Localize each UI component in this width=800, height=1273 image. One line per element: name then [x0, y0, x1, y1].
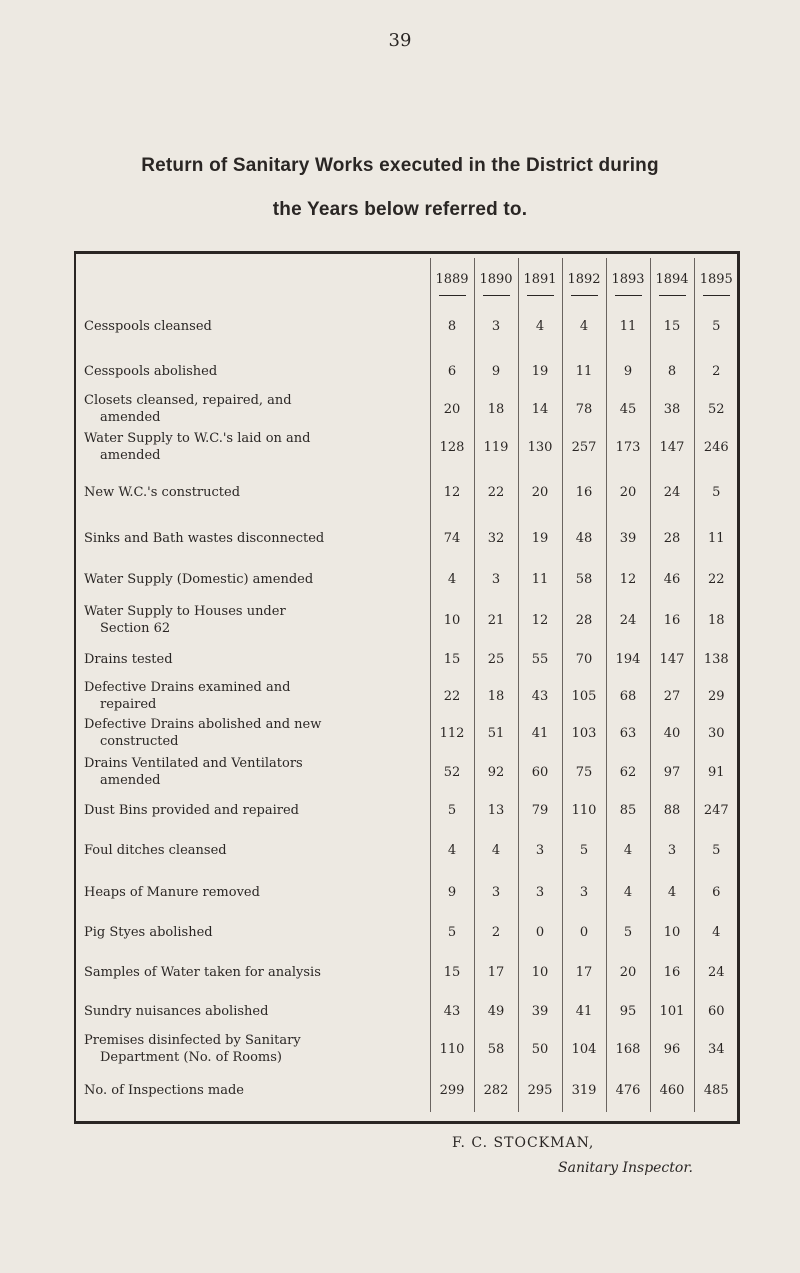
- cell-value: 5: [606, 912, 650, 952]
- row-label-line: Defective Drains abolished and new: [84, 717, 322, 732]
- row-label-line: Premises disinfected by Sanitary: [84, 1033, 301, 1048]
- year-header: 1890: [474, 258, 518, 300]
- cell-value: 8: [650, 352, 694, 390]
- label-header: [84, 258, 430, 300]
- cell-value: 45: [606, 390, 650, 428]
- cell-value: 24: [606, 600, 650, 640]
- cell-value: 282: [474, 1068, 518, 1112]
- cell-value: 39: [606, 518, 650, 558]
- table-row: [84, 466, 738, 518]
- row-label: [84, 952, 430, 992]
- year-header: 1889: [430, 258, 474, 300]
- cell-value: 460: [650, 1068, 694, 1112]
- table-body: [84, 300, 738, 1112]
- cell-value: 5: [694, 828, 738, 872]
- cell-value: 5: [430, 792, 474, 828]
- cell-value: 40: [650, 714, 694, 752]
- cell-value: 43: [430, 992, 474, 1030]
- cell-value: 49: [474, 992, 518, 1030]
- cell-value: 15: [430, 640, 474, 678]
- cell-value: 15: [650, 300, 694, 352]
- cell-value: 38: [650, 390, 694, 428]
- row-label: [84, 640, 430, 678]
- cell-value: 9: [474, 352, 518, 390]
- row-label-line: Samples of Water taken for analysis: [84, 964, 321, 980]
- row-label: [84, 428, 430, 466]
- cell-value: 173: [606, 428, 650, 466]
- signature-title: Sanitary Inspector.: [558, 1160, 693, 1176]
- cell-value: 138: [694, 640, 738, 678]
- cell-value: 3: [474, 872, 518, 912]
- cell-value: 17: [474, 952, 518, 992]
- row-label-line: Closets cleansed, repaired, and: [84, 393, 292, 408]
- cell-value: 17: [562, 952, 606, 992]
- year-header: 1893: [606, 258, 650, 300]
- cell-value: 25: [474, 640, 518, 678]
- row-label-line: amended: [100, 410, 161, 425]
- cell-value: 2: [694, 352, 738, 390]
- row-label: [84, 992, 430, 1030]
- row-label: [84, 1030, 430, 1068]
- table-row: [84, 1030, 738, 1068]
- page-title-line-2: the Years below referred to.: [272, 199, 528, 220]
- cell-value: 6: [694, 872, 738, 912]
- cell-value: 18: [694, 600, 738, 640]
- cell-value: 20: [606, 466, 650, 518]
- cell-value: 104: [562, 1030, 606, 1068]
- row-label-line: Sinks and Bath wastes disconnected: [84, 530, 325, 546]
- cell-value: 257: [562, 428, 606, 466]
- cell-value: 4: [430, 558, 474, 600]
- cell-value: 24: [650, 466, 694, 518]
- cell-value: 10: [650, 912, 694, 952]
- cell-value: 85: [606, 792, 650, 828]
- table-row: [84, 714, 738, 752]
- row-label-line: Department (No. of Rooms): [100, 1050, 282, 1065]
- cell-value: 16: [650, 600, 694, 640]
- cell-value: 485: [694, 1068, 738, 1112]
- cell-value: 11: [518, 558, 562, 600]
- row-label-line: Drains tested: [84, 651, 173, 667]
- row-label: [84, 466, 430, 518]
- cell-value: 91: [694, 752, 738, 792]
- table-row: [84, 390, 738, 428]
- cell-value: 70: [562, 640, 606, 678]
- cell-value: 247: [694, 792, 738, 828]
- table-row: [84, 558, 738, 600]
- row-label: [84, 752, 430, 792]
- cell-value: 88: [650, 792, 694, 828]
- cell-value: 11: [694, 518, 738, 558]
- row-label: [84, 792, 430, 828]
- cell-value: 20: [518, 466, 562, 518]
- cell-value: 95: [606, 992, 650, 1030]
- row-label-line: Heaps of Manure removed: [84, 884, 260, 900]
- table-row: [84, 792, 738, 828]
- cell-value: 60: [694, 992, 738, 1030]
- page-title-line-1: Return of Sanitary Works executed in the District during: [141, 155, 659, 176]
- row-label-line: No. of Inspections made: [84, 1082, 244, 1098]
- cell-value: 27: [650, 678, 694, 714]
- cell-value: 8: [430, 300, 474, 352]
- row-label-line: Cesspools abolished: [84, 363, 218, 379]
- cell-value: 5: [694, 466, 738, 518]
- cell-value: 28: [562, 600, 606, 640]
- cell-value: 246: [694, 428, 738, 466]
- cell-value: 18: [474, 678, 518, 714]
- cell-value: 21: [474, 600, 518, 640]
- year-header: 1895: [694, 258, 738, 300]
- cell-value: 3: [474, 558, 518, 600]
- cell-value: 74: [430, 518, 474, 558]
- cell-value: 41: [518, 714, 562, 752]
- row-label-line: New W.C.'s constructed: [84, 484, 241, 500]
- table-row: [84, 872, 738, 912]
- cell-value: 4: [650, 872, 694, 912]
- cell-value: 299: [430, 1068, 474, 1112]
- cell-value: 10: [430, 600, 474, 640]
- cell-value: 78: [562, 390, 606, 428]
- cell-value: 79: [518, 792, 562, 828]
- cell-value: 29: [694, 678, 738, 714]
- row-label: [84, 352, 430, 390]
- table-row: [84, 952, 738, 992]
- table-row: [84, 752, 738, 792]
- cell-value: 30: [694, 714, 738, 752]
- cell-value: 68: [606, 678, 650, 714]
- cell-value: 52: [430, 752, 474, 792]
- cell-value: 41: [562, 992, 606, 1030]
- cell-value: 110: [562, 792, 606, 828]
- cell-value: 50: [518, 1030, 562, 1068]
- cell-value: 12: [518, 600, 562, 640]
- cell-value: 62: [606, 752, 650, 792]
- cell-value: 58: [562, 558, 606, 600]
- cell-value: 4: [518, 300, 562, 352]
- cell-value: 295: [518, 1068, 562, 1112]
- row-label-line: Foul ditches cleansed: [84, 842, 227, 858]
- cell-value: 10: [518, 952, 562, 992]
- table-row: [84, 428, 738, 466]
- table-row: [84, 352, 738, 390]
- cell-value: 52: [694, 390, 738, 428]
- cell-value: 43: [518, 678, 562, 714]
- table-row: [84, 1068, 738, 1112]
- row-label-line: amended: [100, 773, 161, 788]
- row-label-line: Pig Styes abolished: [84, 924, 213, 940]
- cell-value: 4: [606, 872, 650, 912]
- cell-value: 3: [650, 828, 694, 872]
- cell-value: 0: [562, 912, 606, 952]
- cell-value: 4: [694, 912, 738, 952]
- cell-value: 18: [474, 390, 518, 428]
- row-label: [84, 600, 430, 640]
- cell-value: 4: [606, 828, 650, 872]
- row-label: [84, 828, 430, 872]
- cell-value: 12: [430, 466, 474, 518]
- table-row: [84, 300, 738, 352]
- cell-value: 11: [562, 352, 606, 390]
- cell-value: 5: [430, 912, 474, 952]
- cell-value: 60: [518, 752, 562, 792]
- cell-value: 24: [694, 952, 738, 992]
- cell-value: 168: [606, 1030, 650, 1068]
- cell-value: 4: [430, 828, 474, 872]
- cell-value: 6: [430, 352, 474, 390]
- year-header: 1894: [650, 258, 694, 300]
- row-label: [84, 872, 430, 912]
- cell-value: 32: [474, 518, 518, 558]
- table-row: [84, 640, 738, 678]
- row-label-line: Defective Drains examined and: [84, 680, 291, 695]
- row-label-line: Dust Bins provided and repaired: [84, 802, 299, 818]
- cell-value: 0: [518, 912, 562, 952]
- cell-value: 103: [562, 714, 606, 752]
- cell-value: 5: [694, 300, 738, 352]
- cell-value: 34: [694, 1030, 738, 1068]
- year-header: 1891: [518, 258, 562, 300]
- table-row: [84, 678, 738, 714]
- row-label: [84, 1068, 430, 1112]
- year-header: 1892: [562, 258, 606, 300]
- table-row: [84, 912, 738, 952]
- row-label: [84, 714, 430, 752]
- cell-value: 75: [562, 752, 606, 792]
- signature: F. C. STOCKMAN,: [452, 1135, 595, 1151]
- row-label-line: amended: [100, 448, 161, 463]
- cell-value: 105: [562, 678, 606, 714]
- cell-value: 319: [562, 1068, 606, 1112]
- table-row: [84, 828, 738, 872]
- table-row: [84, 600, 738, 640]
- cell-value: 2: [474, 912, 518, 952]
- cell-value: 63: [606, 714, 650, 752]
- cell-value: 3: [518, 872, 562, 912]
- table-row: [84, 518, 738, 558]
- row-label: [84, 678, 430, 714]
- cell-value: 96: [650, 1030, 694, 1068]
- cell-value: 55: [518, 640, 562, 678]
- cell-value: 3: [474, 300, 518, 352]
- cell-value: 5: [562, 828, 606, 872]
- cell-value: 28: [650, 518, 694, 558]
- year-header-row: [84, 258, 738, 300]
- cell-value: 147: [650, 428, 694, 466]
- cell-value: 20: [430, 390, 474, 428]
- cell-value: 130: [518, 428, 562, 466]
- row-label-line: Section 62: [100, 621, 171, 636]
- row-label: [84, 518, 430, 558]
- cell-value: 110: [430, 1030, 474, 1068]
- row-label-line: Water Supply (Domestic) amended: [84, 571, 314, 587]
- cell-value: 112: [430, 714, 474, 752]
- cell-value: 128: [430, 428, 474, 466]
- cell-value: 92: [474, 752, 518, 792]
- cell-value: 15: [430, 952, 474, 992]
- page-number: 39: [388, 30, 412, 51]
- cell-value: 3: [518, 828, 562, 872]
- cell-value: 58: [474, 1030, 518, 1068]
- row-label-line: Sundry nuisances abolished: [84, 1003, 269, 1019]
- row-label-line: repaired: [100, 697, 157, 712]
- cell-value: 22: [694, 558, 738, 600]
- cell-value: 9: [430, 872, 474, 912]
- row-label-line: Water Supply to Houses under: [84, 604, 286, 619]
- row-label-line: Water Supply to W.C.'s laid on and: [84, 431, 311, 446]
- cell-value: 22: [474, 466, 518, 518]
- cell-value: 39: [518, 992, 562, 1030]
- cell-value: 4: [562, 300, 606, 352]
- row-label: [84, 300, 430, 352]
- row-label-line: constructed: [100, 734, 179, 749]
- cell-value: 4: [474, 828, 518, 872]
- cell-value: 13: [474, 792, 518, 828]
- cell-value: 194: [606, 640, 650, 678]
- row-label: [84, 390, 430, 428]
- row-label: [84, 558, 430, 600]
- cell-value: 476: [606, 1068, 650, 1112]
- table-row: [84, 992, 738, 1030]
- cell-value: 11: [606, 300, 650, 352]
- cell-value: 22: [430, 678, 474, 714]
- cell-value: 97: [650, 752, 694, 792]
- cell-value: 19: [518, 352, 562, 390]
- cell-value: 119: [474, 428, 518, 466]
- cell-value: 9: [606, 352, 650, 390]
- cell-value: 16: [562, 466, 606, 518]
- cell-value: 101: [650, 992, 694, 1030]
- row-label-line: Cesspools cleansed: [84, 318, 212, 334]
- cell-value: 3: [562, 872, 606, 912]
- cell-value: 48: [562, 518, 606, 558]
- cell-value: 20: [606, 952, 650, 992]
- cell-value: 51: [474, 714, 518, 752]
- cell-value: 19: [518, 518, 562, 558]
- cell-value: 46: [650, 558, 694, 600]
- cell-value: 14: [518, 390, 562, 428]
- row-label-line: Drains Ventilated and Ventilators: [84, 756, 303, 771]
- cell-value: 12: [606, 558, 650, 600]
- cell-value: 16: [650, 952, 694, 992]
- sanitary-works-table: [84, 258, 738, 1112]
- row-label: [84, 912, 430, 952]
- cell-value: 147: [650, 640, 694, 678]
